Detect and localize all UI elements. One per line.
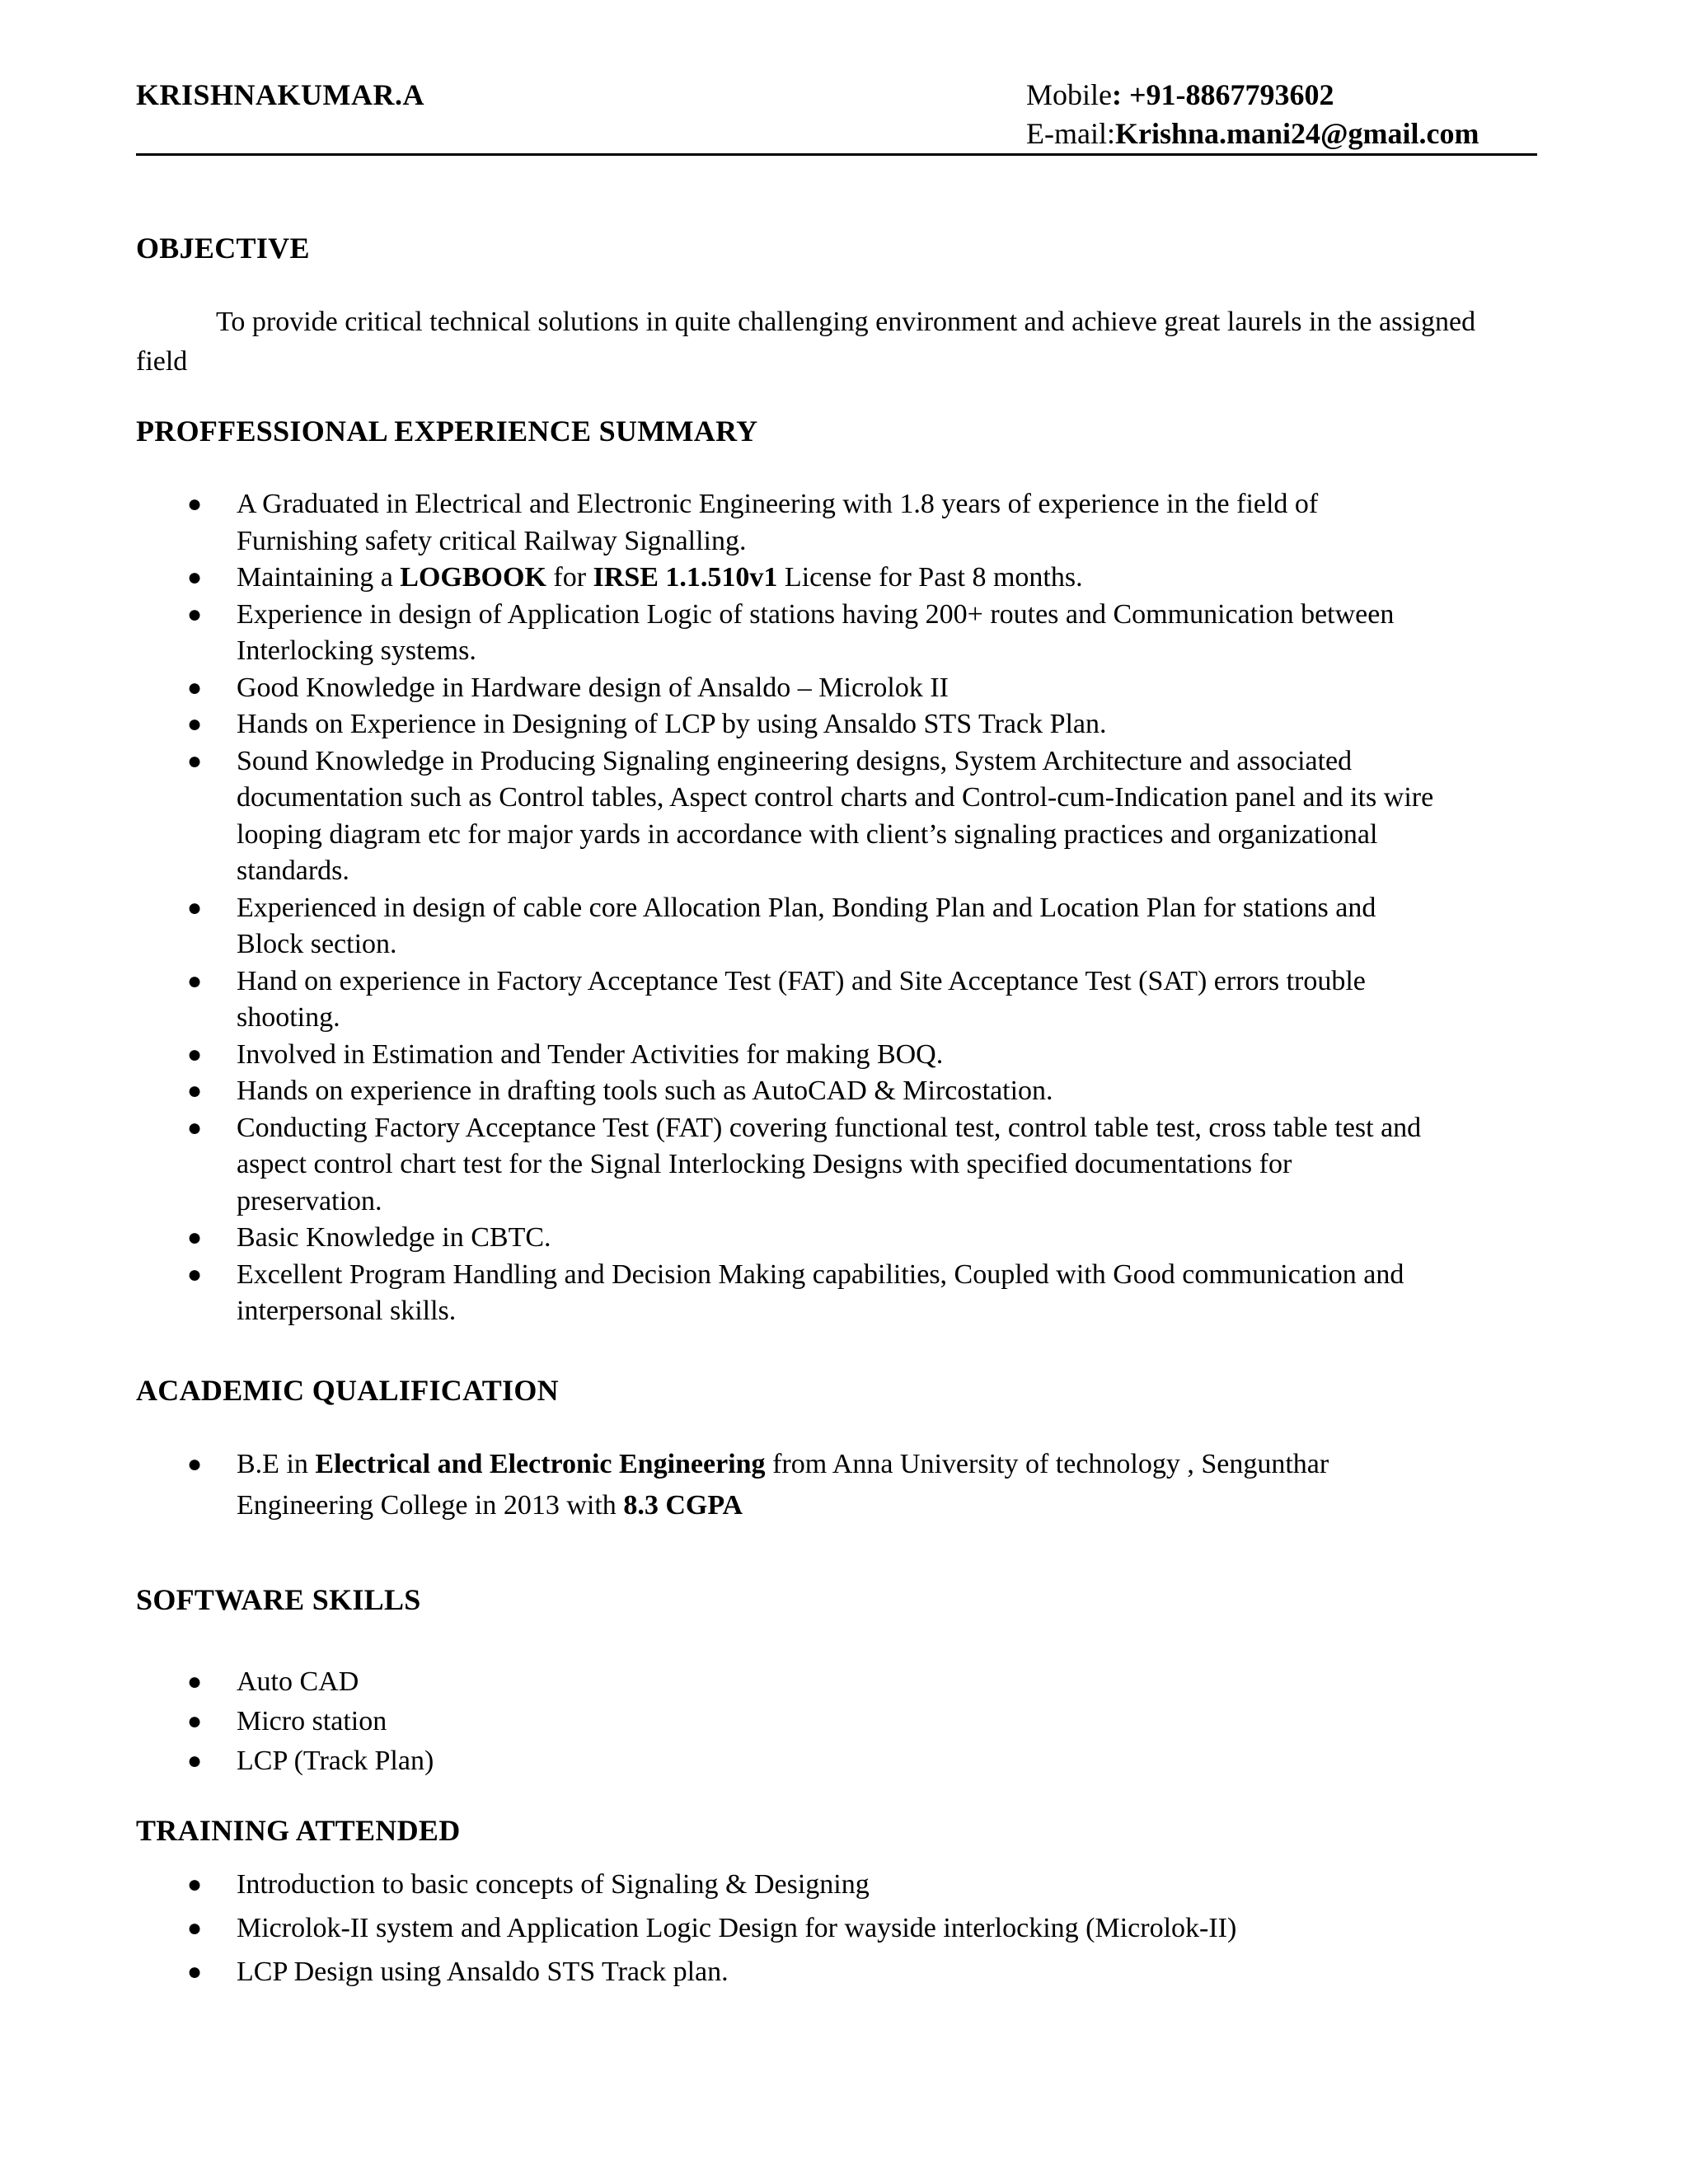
experience-item xyxy=(136,486,1537,560)
experience-item xyxy=(136,1110,1537,1221)
academic-title: ACADEMIC QUALIFICATION xyxy=(136,1374,559,1407)
experience-text: Basic Knowledge in CBTC. xyxy=(237,1222,551,1253)
experience-text: A Graduated in Electrical and Electronic Engineering with 1.8 years of experience in the field of xyxy=(237,489,1319,519)
experience-text: Maintaining a xyxy=(237,562,401,593)
bullet-icon: ● xyxy=(187,1958,203,1985)
objective-text xyxy=(136,302,1488,382)
experience-text: Furnishing safety critical Railway Signalling. xyxy=(237,525,747,556)
experience-text: Good Knowledge in Hardware design of Ansaldo – Microlok II xyxy=(237,672,949,703)
experience-item xyxy=(136,1073,1537,1110)
training-item xyxy=(136,1863,1537,1906)
academic-degree: Electrical and Electronic Engineering xyxy=(315,1449,766,1479)
training-text: Introduction to basic concepts of Signaling & Designing xyxy=(237,1869,870,1900)
experience-text: looping diagram etc for major yards in accordance with client’s signaling practices and organizational xyxy=(237,818,1378,850)
mobile-line xyxy=(1026,76,1479,115)
bullet-icon: ● xyxy=(187,1077,203,1104)
bullet-icon: ● xyxy=(187,1747,203,1774)
resume-header xyxy=(136,73,1537,156)
experience-title: PROFFESSIONAL EXPERIENCE SUMMARY xyxy=(136,415,758,448)
experience-text: for xyxy=(546,562,593,593)
mobile-label: Mobile xyxy=(1026,78,1112,111)
email-address[interactable]: Krishna.mani24@gmail.com xyxy=(1114,117,1479,150)
bullet-icon: ● xyxy=(187,747,203,775)
experience-text: shooting. xyxy=(237,1002,340,1033)
bullet-icon: ● xyxy=(187,1668,203,1695)
candidate-name: KRISHNAKUMAR.A xyxy=(136,78,425,111)
training-item xyxy=(136,1906,1537,1950)
software-text: Micro station xyxy=(237,1706,387,1736)
academic-cgpa: 8.3 CGPA xyxy=(623,1490,743,1521)
training-list xyxy=(136,1863,1537,1994)
experience-item xyxy=(136,1037,1537,1074)
mobile-number: : +91-8867793602 xyxy=(1112,78,1334,111)
bullet-icon: ● xyxy=(187,1915,203,1942)
experience-item xyxy=(136,1257,1537,1330)
experience-text: aspect control chart test for the Signal Interlocking Designs with specified documentations for xyxy=(237,1149,1292,1179)
experience-item xyxy=(136,743,1537,890)
experience-text: Hands on Experience in Designing of LCP by using Ansaldo STS Track Plan. xyxy=(237,709,1107,739)
software-text: Auto CAD xyxy=(237,1666,359,1697)
bullet-icon: ● xyxy=(187,490,203,518)
bullet-icon: ● xyxy=(187,1113,203,1141)
experience-item xyxy=(136,963,1537,1037)
experience-text: Hand on experience in Factory Acceptance Test (FAT) and Site Acceptance Test (SAT) errors trouble xyxy=(237,965,1366,996)
experience-text: Sound Knowledge in Producing Signaling engineering designs, System Architecture and associated xyxy=(237,745,1353,776)
software-title: SOFTWARE SKILLS xyxy=(136,1583,421,1616)
experience-text: Excellent Program Handling and Decision Making capabilities, Coupled with Good communication and xyxy=(237,1258,1404,1290)
software-text: LCP (Track Plan) xyxy=(237,1746,434,1776)
experience-item xyxy=(136,670,1537,707)
experience-list xyxy=(136,486,1537,1330)
experience-item xyxy=(136,706,1537,743)
bullet-icon: ● xyxy=(187,710,203,738)
bullet-icon: ● xyxy=(187,1224,203,1251)
academic-pre: B.E in xyxy=(237,1449,316,1479)
academic-mid: from Anna University of technology , Sengunthar xyxy=(765,1449,1329,1479)
bullet-icon: ● xyxy=(187,1871,203,1898)
experience-text: License for Past 8 months. xyxy=(777,562,1083,593)
experience-text: interpersonal skills. xyxy=(237,1296,457,1326)
experience-text: Interlocking systems. xyxy=(237,635,476,666)
training-text: LCP Design using Ansaldo STS Track plan. xyxy=(237,1957,729,1987)
objective-body: To provide critical technical solutions in quite challenging environment and achieve great laurels in the assigned field xyxy=(136,307,1476,377)
bullet-icon: ● xyxy=(187,967,203,995)
experience-item xyxy=(136,560,1537,597)
experience-text: Involved in Estimation and Tender Activities for making BOQ. xyxy=(237,1038,944,1070)
bullet-icon: ● xyxy=(187,1040,203,1068)
experience-text: preservation. xyxy=(237,1185,382,1216)
bullet-icon: ● xyxy=(187,1451,203,1478)
experience-text: Experienced in design of cable core Allocation Plan, Bonding Plan and Location Plan for stations and xyxy=(237,892,1376,923)
experience-text: Block section. xyxy=(237,929,397,959)
bullet-icon: ● xyxy=(187,600,203,628)
academic-item xyxy=(136,1444,1537,1526)
bullet-icon: ● xyxy=(187,1708,203,1735)
academic-list xyxy=(136,1444,1537,1526)
academic-line2: Engineering College in 2013 with xyxy=(237,1490,624,1521)
software-item xyxy=(136,1741,1537,1781)
training-text: Microlok-II system and Application Logic Design for wayside interlocking (Microlok-II) xyxy=(237,1913,1237,1943)
software-item xyxy=(136,1702,1537,1741)
experience-text: documentation such as Control tables, Aspect control charts and Control-cum-Indication panel and its wire xyxy=(237,782,1434,813)
contact-block xyxy=(1026,76,1479,153)
software-item xyxy=(136,1662,1537,1702)
experience-item xyxy=(136,1220,1537,1257)
logbook-bold: LOGBOOK xyxy=(400,562,546,593)
training-title: TRAINING ATTENDED xyxy=(136,1814,461,1847)
email-label: E-mail: xyxy=(1026,117,1115,150)
experience-item xyxy=(136,890,1537,963)
experience-text: Conducting Factory Acceptance Test (FAT) covering functional test, control table test, cross table test and xyxy=(237,1112,1422,1143)
bullet-icon: ● xyxy=(187,564,203,591)
experience-text: standards. xyxy=(237,855,349,886)
experience-item xyxy=(136,597,1537,670)
license-bold: IRSE 1.1.510v1 xyxy=(593,562,778,593)
bullet-icon: ● xyxy=(187,1260,203,1288)
email-line xyxy=(1026,115,1479,153)
objective-title: OBJECTIVE xyxy=(136,232,310,265)
experience-text: Hands on experience in drafting tools such as AutoCAD & Mircostation. xyxy=(237,1076,1053,1106)
bullet-icon: ● xyxy=(187,673,203,701)
software-list xyxy=(136,1662,1537,1781)
training-item xyxy=(136,1950,1537,1994)
bullet-icon: ● xyxy=(187,893,203,921)
experience-text: Experience in design of Application Logic of stations having 200+ routes and Communication between xyxy=(237,598,1395,630)
